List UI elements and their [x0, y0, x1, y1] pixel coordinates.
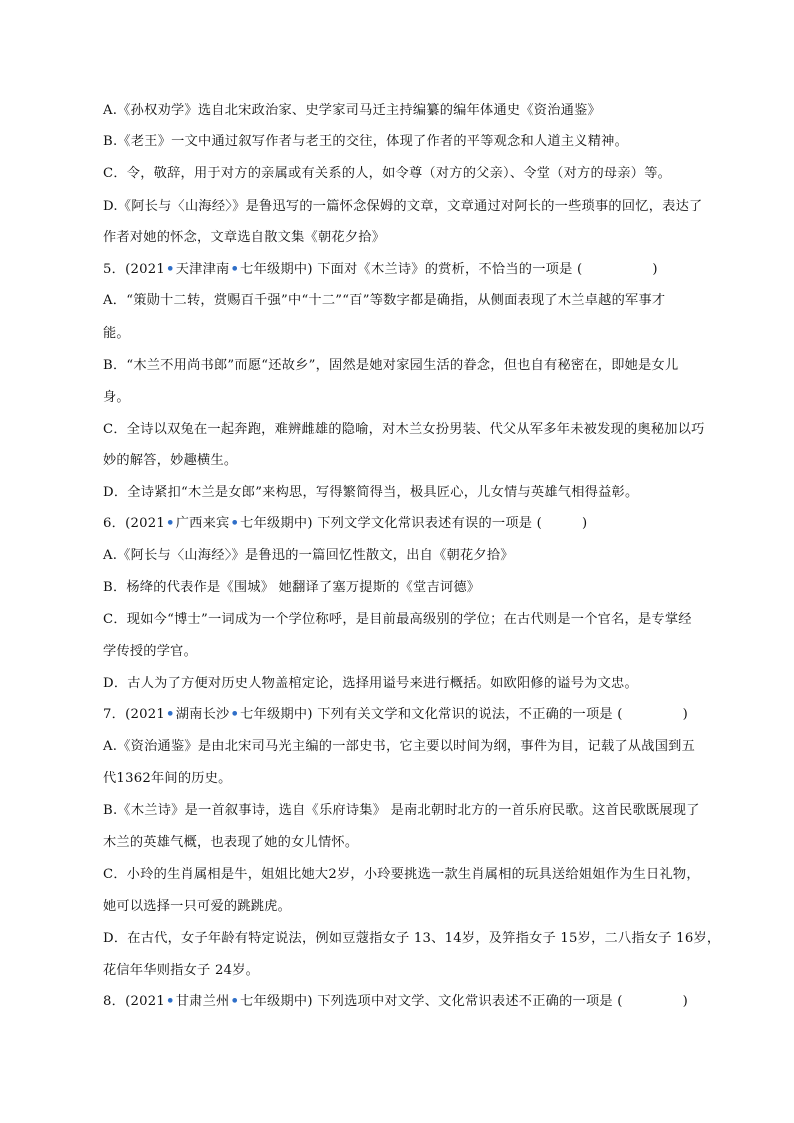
q7-option-a-line1: A.《资治通鉴》是由北宋司马光主编的一部史书，它主要以时间为纲，事件为目，记载了从战国到五 [103, 739, 696, 754]
q7-option-a-line2: 代1362年间的历史。 [103, 771, 232, 786]
source-region: 天津津南 [175, 262, 230, 277]
separator-dot: • [230, 707, 240, 722]
q7-option-d-line2: 花信年华则指女子 24岁。 [103, 963, 260, 978]
answer-close: ) [582, 516, 588, 531]
separator-dot: • [230, 994, 240, 1009]
question-number: 6．( [103, 516, 131, 531]
q5-option-d: D．全诗紧扣“木兰是女郎”来构思，写得繁简得当，极具匠心，儿女情与英雄气相得益彰。 [103, 485, 639, 500]
source-region: 广西来宾 [175, 516, 230, 531]
source-grade: 七年级期中 [240, 994, 308, 1009]
separator-dot: • [230, 262, 240, 277]
question-6-stem [103, 515, 587, 533]
q5-option-a-line1: A．“策勋十二转，赏赐百千强”中“十二”“百”等数字都是确指，从侧面表现了木兰卓越的军事才 [103, 293, 666, 308]
source-year: 2021 [130, 707, 166, 722]
question-text: ) 下列有关文学和文化常识的说法，不正确的一项是 ( [307, 707, 623, 722]
q5-option-c-line1: C．全诗以双兔在一起奔跑，难辨雌雄的隐喻，对木兰女扮男装、代父从军多年未被发现的奥秘加以巧 [103, 422, 705, 437]
q7-option-c-line2: 她可以选择一只可爱的跳跳虎。 [103, 899, 292, 914]
source-grade: 七年级期中 [240, 262, 308, 277]
option-b: B.《老王》一文中通过叙写作者与老王的交往，体现了作者的平等观念和人道主义精神。 [103, 134, 629, 149]
question-5-stem [103, 261, 658, 279]
q6-option-c-line2: 学传授的学官。 [103, 644, 198, 659]
option-c: C．令，敬辞，用于对方的亲属或有关系的人，如令尊（对方的父亲）、令堂（对方的母亲）等。 [103, 166, 672, 181]
separator-dot: • [166, 994, 175, 1009]
question-text: ) 下列文学文化常识表述有误的一项是 ( [307, 516, 543, 531]
option-d-line2: 作者对她的怀念，文章选自散文集《朝花夕拾》 [103, 230, 386, 245]
answer-close: ) [682, 707, 689, 722]
option-d-line1: D.《阿长与〈山海经〉》是鲁迅写的一篇怀念保姆的文章，文章通过对阿长的一些琐事的回忆，表达了 [103, 199, 703, 214]
question-text: ) 下列选项中对文学、文化常识表述不正确的一项是 ( [307, 994, 623, 1009]
q7-option-c-line1: C．小玲的生肖属相是牛，姐姐比她大2岁，小玲要挑选一款生肖属相的玩具送给姐姐作为生日礼物， [103, 867, 700, 882]
q5-option-c-line2: 妙的解答，妙趣横生。 [103, 453, 238, 468]
source-year: 2021 [130, 994, 166, 1009]
source-year: 2021 [130, 262, 166, 277]
answer-close: ) [652, 262, 658, 277]
question-text: ) 下面对《木兰诗》的赏析，不恰当的一项是 ( [307, 262, 583, 277]
question-number: 8．( [103, 994, 131, 1009]
q5-option-b-line1: B．“木兰不用尚书郎”而愿“还故乡”，固然是她对家园生活的眷念，但也自有秘密在，即她是女儿 [103, 358, 679, 373]
source-region: 湖南长沙 [175, 707, 230, 722]
q5-option-b-line2: 身。 [103, 390, 130, 405]
option-a: A.《孙权劝学》选自北宋政治家、史学家司马迁主持编纂的编年体通史《资治通鉴》 [103, 103, 601, 118]
source-region: 甘肃兰州 [175, 994, 230, 1009]
answer-close: ) [682, 994, 689, 1009]
question-number: 7．( [103, 707, 131, 722]
separator-dot: • [230, 516, 240, 531]
q6-option-c-line1: C．现如今“博士”一词成为一个学位称呼，是目前最高级别的学位；在古代则是一个官名，是专掌经 [103, 612, 692, 627]
q7-option-b-line2: 木兰的英雄气概，也表现了她的女儿情怀。 [103, 835, 359, 850]
q5-option-a-line2: 能。 [103, 326, 130, 341]
q7-option-d-line1: D．在古代，女子年龄有特定说法，例如豆蔻指女子 13、14岁，及笄指女子 15岁，二八指女子 16岁， [103, 931, 721, 946]
source-grade: 七年级期中 [240, 707, 308, 722]
separator-dot: • [166, 707, 175, 722]
q7-option-b-line1: B.《木兰诗》是一首叙事诗，选自《乐府诗集》 是南北朝时北方的一首乐府民歌。这首民歌既展现了 [103, 803, 700, 818]
question-number: 5．( [103, 262, 131, 277]
separator-dot: • [166, 516, 175, 531]
q6-option-b: B．杨绛的代表作是《围城》 她翻译了塞万提斯的《堂吉诃德》 [103, 580, 481, 595]
separator-dot: • [166, 262, 175, 277]
q6-option-a: A.《阿长与〈山海经〉》是鲁迅的一篇回忆性散文，出自《朝花夕拾》 [103, 548, 514, 563]
source-year: 2021 [130, 516, 166, 531]
source-grade: 七年级期中 [240, 516, 308, 531]
question-8-stem [103, 993, 688, 1011]
question-7-stem [103, 706, 688, 724]
q6-option-d: D．古人为了方便对历史人物盖棺定论，选择用谥号来进行概括。如欧阳修的谥号为文忠。 [103, 676, 638, 691]
